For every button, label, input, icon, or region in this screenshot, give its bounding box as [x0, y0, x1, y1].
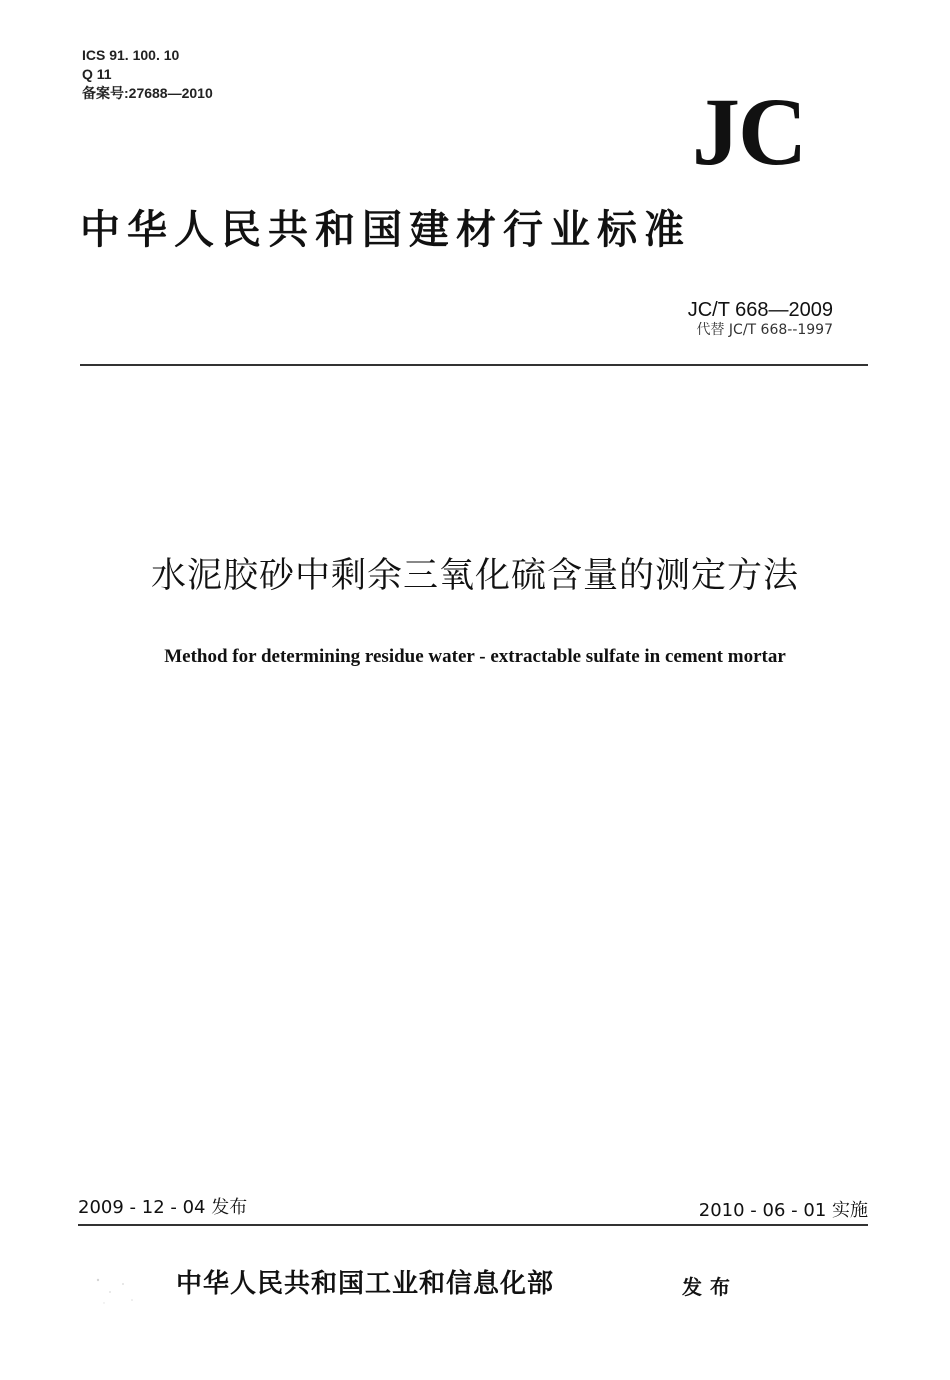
standard-code: JC/T 668—2009 — [687, 299, 833, 321]
issuing-authority: 中华人民共和国工业和信息化部 — [176, 1269, 555, 1299]
header-divider — [80, 364, 868, 366]
scan-noise-mark — [90, 1270, 140, 1310]
record-number: 备案号:27688—2010 — [82, 85, 213, 101]
standard-category-title: 中华人民共和国建材行业标准 — [80, 206, 691, 253]
document-title-english: Method for determining residue water - extractable sulfate in cement mortar — [164, 646, 786, 667]
effective-date: 2010 - 06 - 01 实施 — [698, 1200, 868, 1221]
jc-logo: JC — [692, 78, 806, 185]
ics-code: ICS 91. 100. 10 — [82, 47, 180, 63]
date-row — [78, 1195, 868, 1221]
issue-label: 发布 — [682, 1275, 738, 1299]
ccs-code: Q 11 — [82, 66, 112, 82]
publish-date: 2009 - 12 - 04 发布 — [78, 1197, 248, 1218]
document-title-chinese: 水泥胶砂中剩余三氧化硫含量的测定方法 — [150, 556, 799, 596]
footer-divider — [78, 1224, 868, 1226]
replaced-standard: 代替 JC/T 668--1997 — [696, 322, 833, 338]
classification-block — [82, 46, 213, 103]
